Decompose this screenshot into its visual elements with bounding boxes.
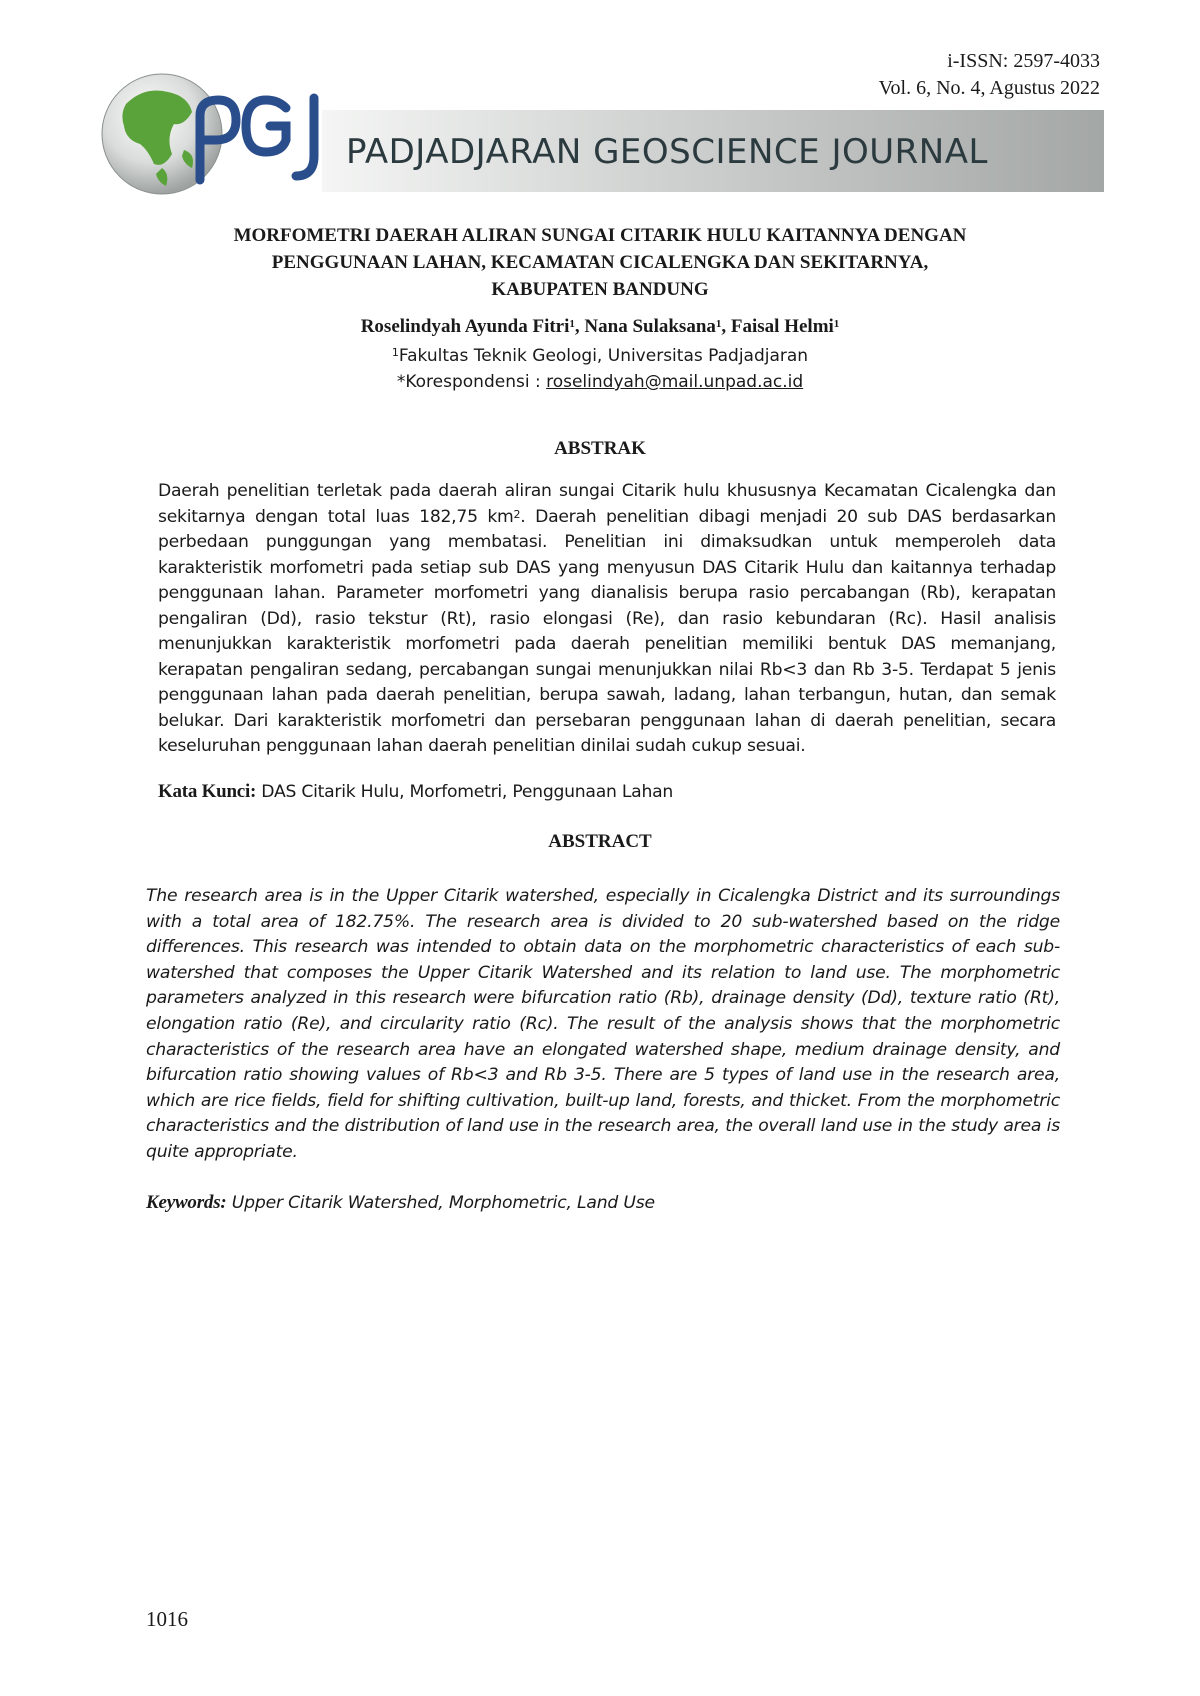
author-name: Nana Sulaksana [584,316,716,337]
kata-kunci-list: DAS Citarik Hulu, Morfometri, Penggunaan Lahan [256,782,674,802]
title-line-2: PENGGUNAAN LAHAN, KECAMATAN CICALENGKA DAN SEKITARNYA, [271,252,929,273]
affiliation-marker: 1 [569,318,575,330]
affiliation [150,344,1050,368]
keywords [146,1192,1060,1214]
author-name: Roselindyah Ayunda Fitri [360,316,570,337]
author-name: Faisal Helmi [730,316,834,337]
journal-name: PADJADJARAN GEOSCIENCE JOURNAL [346,132,988,172]
abstract-heading: ABSTRACT [548,831,652,852]
email-link[interactable]: roselindyah@mail.unpad.ac.id [546,372,804,392]
volume-text: Vol. 6, No. 4, Agustus 2022 [878,77,1100,99]
abstrak-heading: ABSTRAK [554,438,646,459]
kata-kunci [158,779,1056,805]
keywords-list: Upper Citarik Watershed, Morphometric, Land Use [226,1193,655,1213]
paper-title [150,222,1050,303]
correspondence-label: *Korespondensi : [396,372,547,392]
affiliation-marker: 1 [715,318,722,330]
page-number: 1016 [146,1607,188,1631]
author-list [150,314,1050,340]
issn-text: i-ISSN: 2597-4033 [947,50,1100,72]
issn-block [879,48,1100,102]
author-separator: , [721,316,731,337]
author-separator: , [574,316,585,337]
title-line-3: KABUPATEN BANDUNG [491,279,709,300]
abstract-body: The research area is in the Upper Citarik watershed, especially in Cicalengka District and its surroundings with a total area of 182.75%. The research area is divided to 20 sub-watershed based on the ridge differences. This research was intended to obtain data on the morphometric characteristics of each sub-watershed that composes the Upper Citarik Watershed and its relation to land use. The morphometric parameters analyzed in this research were bifurcation ratio (Rb), drainage density (Dd), texture ratio (Rt), elongation ratio (Re), and circularity ratio (Rc). The result of the analysis shows that the morphometric characteristics of the research area have an elongated watershed shape, medium drainage density, and bifurcation ratio showing values of Rb<3 and Rb 3-5. There are 5 types of land use in the research area, which are rice fields, field for shifting cultivation, built-up land, forests, and thicket. From the morphometric characteristics and the distribution of land use in the research area, the overall land use in the study area is quite appropriate. [146,886,1060,1162]
kata-kunci-label: Kata Kunci: [158,781,257,802]
title-line-1: MORFOMETRI DAERAH ALIRAN SUNGAI CITARIK HULU KAITANNYA DENGAN [233,225,967,246]
affiliation-marker: 1 [833,318,840,330]
logo-text: PGJ [216,194,218,195]
journal-logo [96,64,336,204]
affiliation-text: Fakultas Teknik Geologi, Universitas Padjadjaran [398,346,809,366]
abstrak-text-part-1: Daerah penelitian terletak pada daerah aliran sungai Citarik hulu khususnya Kecamatan Cicalengka dan sekitarnya dengan total luas 182,75 km [158,481,1056,527]
affiliation-marker: 1 [391,346,399,359]
superscript: 2 [513,507,521,521]
abstrak-body [158,479,1056,760]
keywords-label: Keywords: [146,1192,227,1213]
correspondence [150,370,1050,394]
abstrak-text-part-2: . Daerah penelitian dibagi menjadi 20 sub DAS berdasarkan perbedaan punggungan yang membatasi. Penelitian ini dimaksudkan untuk memperoleh data karakteristik morfometri pada setiap sub DAS yang menyusun DAS Citarik Hulu dan kaitannya terhadap penggunaan lahan. Parameter morfometri yang dianalisis berupa rasio percabangan (Rb), kerapatan pengaliran (Dd), rasio tekstur (Rt), rasio elongasi (Re), dan rasio kebundaran (Rc). Hasil analisis menunjukkan karakteristik morfometri pada daerah penelitian memiliki bentuk DAS memanjang, kerapatan pengaliran sedang, percabangan sungai menunjukkan nilai Rb<3 dan Rb 3-5. Terdapat 5 jenis penggunaan lahan pada daerah penelitian, berupa sawah, ladang, lahan terbangun, hutan, dan semak belukar. Dari karakteristik morfometri dan persebaran penggunaan lahan di daerah penelitian, secara keseluruhan penggunaan lahan daerah penelitian dinilai sudah cukup sesuai. [158,506,1056,756]
